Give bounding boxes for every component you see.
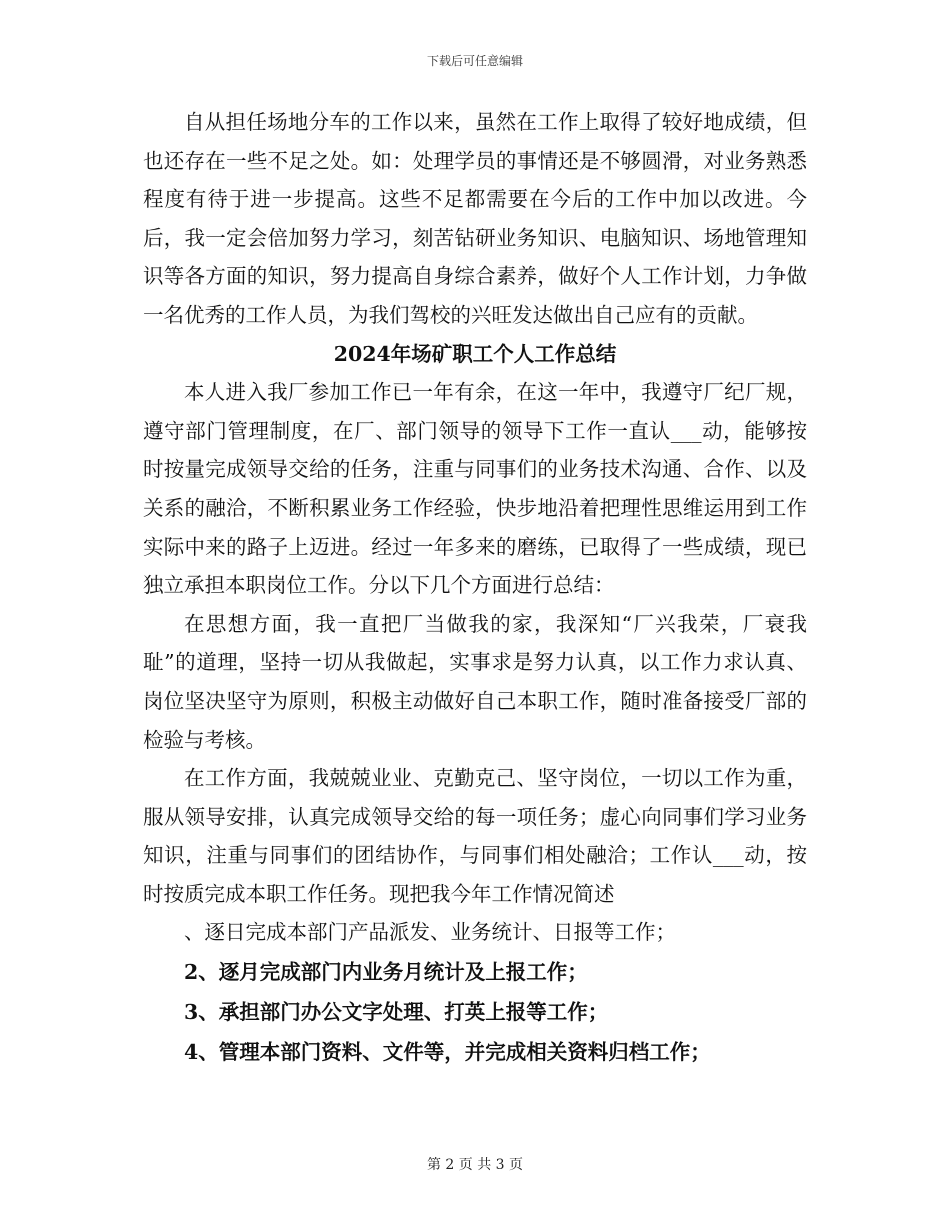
body-paragraph-2: 在思想方面，我一直把厂当做我的家，我深知“厂兴我荣，厂衰我耻”的道理，坚持一切从我做起，实事求是努力认真，以工作力求认真、岗位坚决坚守为原则，积极主动做好自己本职工作，随时准备接受厂部的检验与考核。 <box>143 611 807 752</box>
document-title: 2024年场矿职工个人工作总结 <box>333 341 617 366</box>
list-item-3: 3、承担部门办公文字处理、打英上报等工作； <box>184 1000 609 1025</box>
body-paragraph-1: 本人进入我厂参加工作已一年有余，在这一年中，我遵守厂纪厂规，遵守部门管理制度，在厂、部门领导的领导下工作一直认___动，能够按时按量完成领导交给的任务，注重与同事们的业务技术沟通、合作、以及关系的融洽，不断积累业务工作经验，快步地沿着把理性思维运用到工作实际中来的路子上迈进。经过一年多来的磨练，已取得了一些成绩，现已独立承担本职岗位工作。分以下几个方面进行总结： <box>143 380 807 598</box>
page-header-note: 下载后可任意编辑 <box>426 54 523 68</box>
list-item-1: 、逐日完成本部门产品派发、业务统计、日报等工作； <box>184 920 676 945</box>
list-item-2: 2、逐月完成部门内业务月统计及上报工作； <box>184 960 588 985</box>
body-paragraph-3: 在工作方面，我兢兢业业、克勤克己、坚守岗位，一切以工作为重，服从领导安排，认真完成领导交给的每一项任务；虚心向同事们学习业务知识，注重与同事们的团结协作，与同事们相处融洽；工作认___动，按时按质完成本职工作任务。现把我今年工作情况简述 <box>143 766 807 906</box>
intro-paragraph: 自从担任场地分车的工作以来，虽然在工作上取得了较好地成绩，但也还存在一些不足之处。如：处理学员的事情还是不够圆滑，对业务熟悉程度有待于进一步提高。这些不足都需要在今后的工作中加以改进。今后，我一定会倍加努力学习，刻苦钻研业务知识、电脑知识、场地管理知识等各方面的知识，努力提高自身综合素养，做好个人工作计划，力争做一名优秀的工作人员，为我们驾校的兴旺发达做出自己应有的贡献。 <box>143 110 807 327</box>
list-item-4: 4、管理本部门资料、文件等，并完成相关资料归档工作； <box>184 1040 711 1065</box>
document-body <box>143 103 807 1072</box>
page-footer-number: 第 2 页 共 3 页 <box>426 1157 524 1173</box>
